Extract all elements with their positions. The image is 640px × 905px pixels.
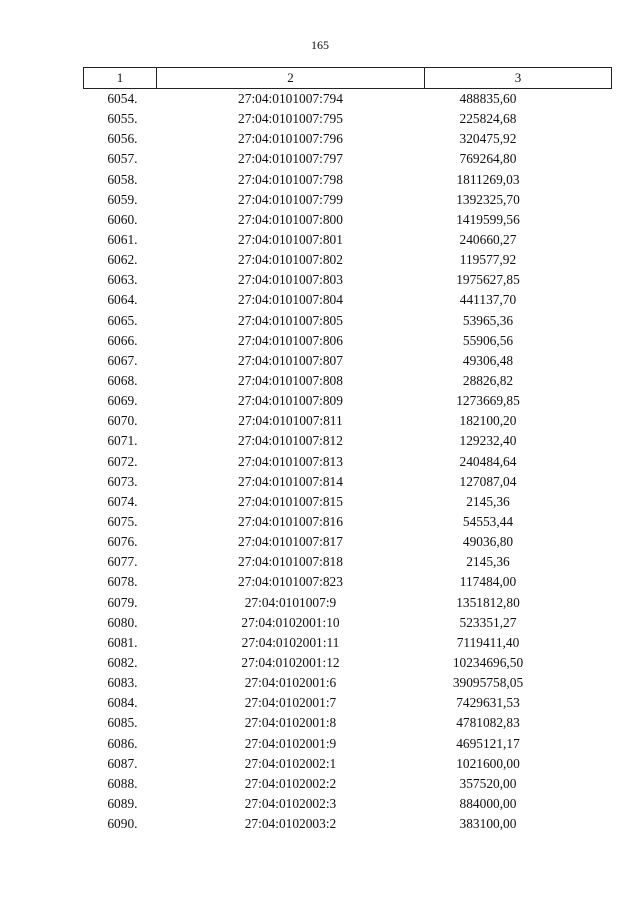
table-row	[84, 250, 612, 270]
table-row	[84, 411, 612, 431]
cadastral-number: 27:04:0102002:3	[244, 795, 337, 811]
table-row	[84, 170, 612, 190]
cadastral-value: 182100,20	[459, 413, 517, 429]
table-row	[84, 532, 612, 552]
cadastral-value: 2145,36	[466, 554, 510, 570]
table-row	[84, 754, 612, 774]
row-number: 6080.	[107, 614, 138, 630]
cadastral-value: 1021600,00	[456, 755, 520, 771]
table-row	[84, 613, 612, 633]
row-number: 6074.	[107, 493, 138, 509]
row-number: 6058.	[107, 171, 138, 187]
cadastral-number: 27:04:0102001:8	[244, 715, 337, 731]
cadastral-number: 27:04:0101007:798	[238, 171, 343, 187]
cadastral-number: 27:04:0102003:2	[244, 816, 337, 832]
row-number: 6065.	[107, 312, 138, 328]
cadastral-value: 49036,80	[462, 534, 514, 550]
row-number: 6061.	[107, 232, 138, 248]
row-number: 6077.	[107, 554, 138, 570]
table-row	[84, 452, 612, 472]
cadastral-number: 27:04:0102002:1	[244, 755, 337, 771]
table-row	[84, 572, 612, 592]
cadastral-value: 10234696,50	[452, 655, 524, 670]
row-number: 6067.	[107, 352, 138, 368]
row-number: 6079.	[107, 594, 138, 610]
row-number: 6073.	[107, 473, 138, 489]
table-row	[84, 371, 612, 391]
cadastral-value: 1392325,70	[456, 191, 520, 207]
table-row	[84, 109, 612, 129]
cadastral-value: 1419599,56	[456, 211, 520, 227]
table-row	[84, 270, 612, 290]
row-number: 6063.	[107, 272, 138, 288]
table-row	[84, 210, 612, 230]
cadastral-number: 27:04:0101007:796	[238, 131, 343, 147]
cadastral-value: 7429631,53	[456, 695, 520, 711]
row-number: 6090.	[107, 816, 138, 832]
cadastral-number: 27:04:0102001:12	[241, 655, 340, 670]
row-number: 6075.	[107, 514, 138, 530]
row-number: 6060.	[107, 211, 138, 227]
row-number: 6055.	[107, 111, 138, 127]
cadastral-value: 129232,40	[459, 433, 517, 449]
row-number: 6056.	[107, 131, 138, 147]
cadastral-number: 27:04:0101007:823	[238, 574, 343, 590]
cadastral-value: 4695121,17	[456, 735, 520, 751]
table-row	[84, 653, 612, 673]
cadastral-value: 240484,64	[459, 453, 517, 469]
column-header-cadastral-number: 2	[157, 68, 425, 89]
cadastral-number: 27:04:0102001:11	[241, 634, 340, 650]
cadastral-number: 27:04:0101007:795	[238, 111, 343, 127]
table-row	[84, 593, 612, 613]
cadastral-value: 240660,27	[459, 232, 517, 248]
cadastral-value: 119577,92	[459, 252, 517, 268]
table-row	[84, 391, 612, 411]
cadastral-value: 117484,00	[459, 574, 517, 590]
table-row	[84, 311, 612, 331]
cadastral-number: 27:04:0101007:817	[238, 534, 343, 550]
cadastral-value: 488835,60	[459, 91, 517, 107]
cadastral-number: 27:04:0101007:812	[238, 433, 343, 449]
cadastral-value: 1351812,80	[456, 594, 520, 610]
row-number: 6064.	[107, 292, 138, 308]
cadastral-value: 225824,68	[459, 111, 517, 127]
cadastral-number: 27:04:0101007:797	[238, 151, 343, 167]
row-number: 6066.	[107, 332, 138, 348]
row-number: 6054.	[107, 91, 138, 107]
cadastral-number: 27:04:0102001:9	[244, 735, 337, 751]
table-row	[84, 512, 612, 532]
row-number: 6083.	[107, 675, 138, 691]
row-number: 6069.	[107, 393, 138, 409]
cadastral-number: 27:04:0101007:800	[238, 211, 343, 227]
cadastral-number: 27:04:0101007:808	[238, 373, 343, 389]
page-number: 165	[311, 38, 329, 52]
cadastral-value: 769264,80	[459, 151, 517, 167]
cadastral-number: 27:04:0101007:801	[238, 232, 343, 248]
row-number: 6070.	[107, 413, 138, 429]
cadastral-number: 27:04:0101007:807	[238, 352, 343, 368]
row-number: 6087.	[107, 755, 138, 771]
column-header-cadastral-value: 3	[425, 68, 612, 89]
cadastral-number: 27:04:0101007:794	[238, 91, 343, 107]
table-row	[84, 814, 612, 834]
row-number: 6085.	[107, 715, 138, 731]
table-row	[84, 230, 612, 250]
cadastral-number: 27:04:0101007:802	[238, 252, 343, 268]
cadastral-number: 27:04:0101007:813	[238, 453, 343, 469]
table-body	[84, 89, 612, 835]
row-number: 6086.	[107, 735, 138, 751]
cadastral-number: 27:04:0101007:805	[238, 312, 343, 328]
table-row	[84, 190, 612, 210]
cadastral-value: 523351,27	[459, 614, 517, 630]
row-number: 6082.	[107, 655, 138, 670]
cadastral-value-table	[83, 67, 612, 834]
cadastral-number: 27:04:0101007:9	[244, 594, 337, 610]
row-number: 6057.	[107, 151, 138, 167]
table-row	[84, 290, 612, 310]
cadastral-value: 28826,82	[462, 373, 514, 389]
cadastral-number: 27:04:0101007:811	[238, 413, 343, 429]
table-row	[84, 472, 612, 492]
cadastral-number: 27:04:0102001:7	[244, 695, 337, 711]
cadastral-value: 320475,92	[459, 131, 517, 147]
cadastral-value: 383100,00	[459, 816, 517, 832]
table-row	[84, 431, 612, 451]
cadastral-value: 53965,36	[462, 312, 514, 328]
table-header-row	[84, 68, 612, 89]
cadastral-value: 7119411,40	[456, 634, 520, 650]
cadastral-value: 441137,70	[459, 292, 517, 308]
column-header-number: 1	[84, 68, 157, 89]
table-row	[84, 351, 612, 371]
row-number: 6084.	[107, 695, 138, 711]
row-number: 6078.	[107, 574, 138, 590]
row-number: 6072.	[107, 453, 138, 469]
cadastral-number: 27:04:0101007:818	[238, 554, 343, 570]
cadastral-value: 55906,56	[462, 332, 514, 348]
cadastral-number: 27:04:0102001:10	[241, 614, 340, 630]
cadastral-number: 27:04:0101007:815	[238, 493, 343, 509]
cadastral-number: 27:04:0102002:2	[244, 775, 337, 791]
cadastral-number: 27:04:0101007:816	[238, 514, 343, 530]
table-row	[84, 673, 612, 693]
cadastral-number: 27:04:0101007:803	[238, 272, 343, 288]
table-row	[84, 89, 612, 110]
table-row	[84, 794, 612, 814]
table-row	[84, 633, 612, 653]
row-number: 6076.	[107, 534, 138, 550]
table-row	[84, 129, 612, 149]
cadastral-number: 27:04:0102001:6	[244, 675, 337, 691]
table-row	[84, 149, 612, 169]
cadastral-value: 2145,36	[466, 493, 510, 509]
cadastral-value: 1273669,85	[456, 393, 520, 409]
row-number: 6081.	[107, 634, 138, 650]
cadastral-number: 27:04:0101007:806	[238, 332, 343, 348]
table-row	[84, 552, 612, 572]
cadastral-value: 1975627,85	[456, 272, 520, 288]
cadastral-number: 27:04:0101007:814	[238, 473, 343, 489]
cadastral-value: 4781082,83	[456, 715, 520, 731]
cadastral-value: 884000,00	[459, 795, 517, 811]
table-row	[84, 331, 612, 351]
table-row	[84, 713, 612, 733]
table-row	[84, 774, 612, 794]
row-number: 6071.	[107, 433, 138, 449]
cadastral-value: 39095758,05	[452, 675, 524, 691]
row-number: 6059.	[107, 191, 138, 207]
row-number: 6089.	[107, 795, 138, 811]
cadastral-value: 49306,48	[462, 352, 514, 368]
cadastral-value: 1811269,03	[456, 171, 520, 187]
cadastral-value: 357520,00	[459, 775, 517, 791]
table-row	[84, 734, 612, 754]
table-row	[84, 693, 612, 713]
cadastral-value: 127087,04	[459, 473, 517, 489]
table-row	[84, 492, 612, 512]
cadastral-value: 54553,44	[462, 514, 514, 530]
cadastral-number: 27:04:0101007:809	[238, 393, 343, 409]
row-number: 6088.	[107, 775, 138, 791]
cadastral-number: 27:04:0101007:804	[238, 292, 343, 308]
cadastral-number: 27:04:0101007:799	[238, 191, 343, 207]
row-number: 6062.	[107, 252, 138, 268]
row-number: 6068.	[107, 373, 138, 389]
